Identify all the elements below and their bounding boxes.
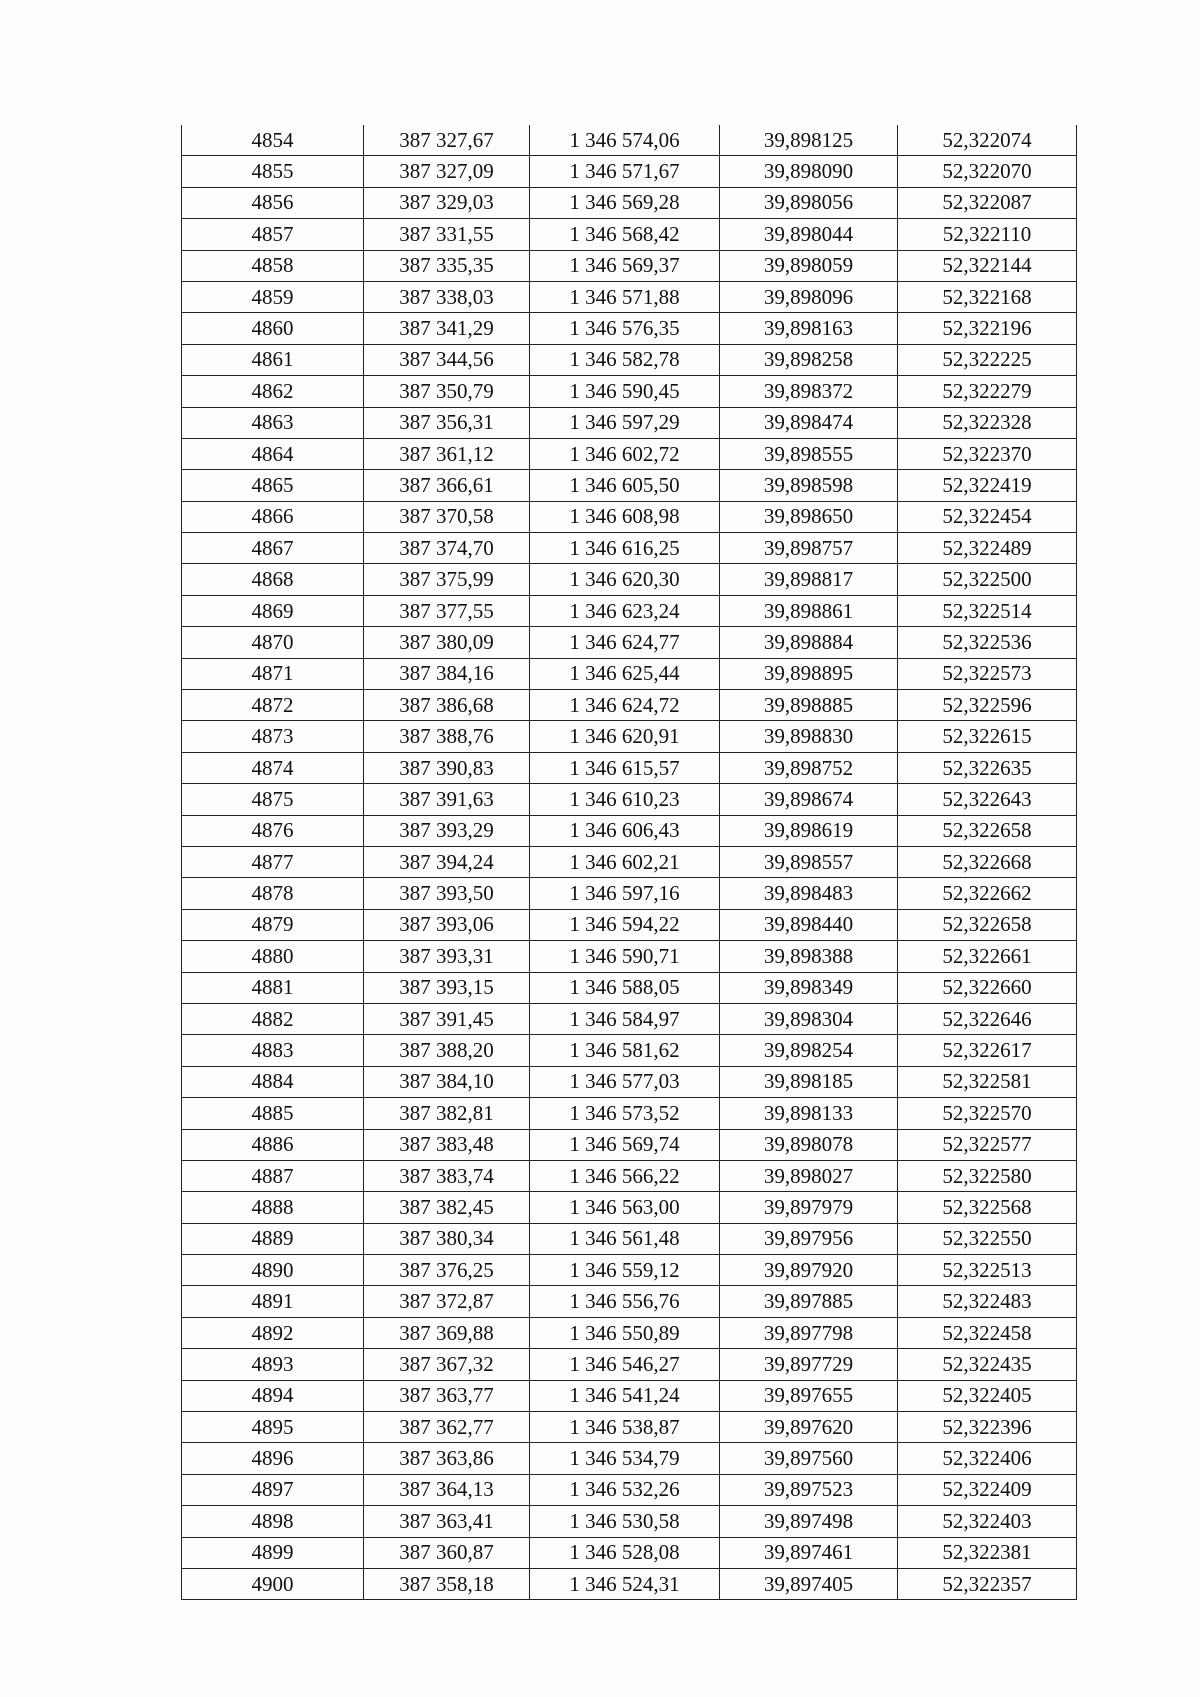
point-number-cell: 4880 bbox=[182, 941, 364, 972]
table-row bbox=[182, 1003, 1077, 1034]
x-coordinate-cell: 387 393,06 bbox=[364, 909, 530, 940]
y-coordinate-cell: 1 346 620,30 bbox=[530, 564, 720, 595]
y-coordinate-cell: 1 346 568,42 bbox=[530, 219, 720, 250]
latitude-cell: 39,898861 bbox=[720, 595, 898, 626]
y-coordinate-cell: 1 346 538,87 bbox=[530, 1412, 720, 1443]
x-coordinate-cell: 387 327,09 bbox=[364, 156, 530, 187]
y-coordinate-cell: 1 346 625,44 bbox=[530, 658, 720, 689]
x-coordinate-cell: 387 331,55 bbox=[364, 219, 530, 250]
latitude-cell: 39,898133 bbox=[720, 1098, 898, 1129]
x-coordinate-cell: 387 380,34 bbox=[364, 1223, 530, 1254]
longitude-cell: 52,322110 bbox=[898, 219, 1077, 250]
point-number-cell: 4870 bbox=[182, 627, 364, 658]
longitude-cell: 52,322662 bbox=[898, 878, 1077, 909]
table-row bbox=[182, 407, 1077, 438]
table-row bbox=[182, 1160, 1077, 1191]
table-row bbox=[182, 627, 1077, 658]
longitude-cell: 52,322617 bbox=[898, 1035, 1077, 1066]
point-number-cell: 4900 bbox=[182, 1568, 364, 1599]
point-number-cell: 4865 bbox=[182, 470, 364, 501]
y-coordinate-cell: 1 346 581,62 bbox=[530, 1035, 720, 1066]
longitude-cell: 52,322580 bbox=[898, 1160, 1077, 1191]
latitude-cell: 39,898027 bbox=[720, 1160, 898, 1191]
latitude-cell: 39,898598 bbox=[720, 470, 898, 501]
latitude-cell: 39,897560 bbox=[720, 1443, 898, 1474]
latitude-cell: 39,898474 bbox=[720, 407, 898, 438]
latitude-cell: 39,898349 bbox=[720, 972, 898, 1003]
table-row bbox=[182, 1286, 1077, 1317]
point-number-cell: 4887 bbox=[182, 1160, 364, 1191]
x-coordinate-cell: 387 393,50 bbox=[364, 878, 530, 909]
x-coordinate-cell: 387 386,68 bbox=[364, 690, 530, 721]
point-number-cell: 4866 bbox=[182, 501, 364, 532]
longitude-cell: 52,322489 bbox=[898, 533, 1077, 564]
y-coordinate-cell: 1 346 532,26 bbox=[530, 1474, 720, 1505]
y-coordinate-cell: 1 346 571,67 bbox=[530, 156, 720, 187]
point-number-cell: 4891 bbox=[182, 1286, 364, 1317]
latitude-cell: 39,897523 bbox=[720, 1474, 898, 1505]
point-number-cell: 4897 bbox=[182, 1474, 364, 1505]
point-number-cell: 4876 bbox=[182, 815, 364, 846]
point-number-cell: 4899 bbox=[182, 1537, 364, 1568]
table-row bbox=[182, 156, 1077, 187]
x-coordinate-cell: 387 369,88 bbox=[364, 1317, 530, 1348]
longitude-cell: 52,322406 bbox=[898, 1443, 1077, 1474]
longitude-cell: 52,322513 bbox=[898, 1255, 1077, 1286]
table-row bbox=[182, 219, 1077, 250]
y-coordinate-cell: 1 346 602,72 bbox=[530, 438, 720, 469]
x-coordinate-cell: 387 380,09 bbox=[364, 627, 530, 658]
y-coordinate-cell: 1 346 590,45 bbox=[530, 376, 720, 407]
longitude-cell: 52,322168 bbox=[898, 281, 1077, 312]
latitude-cell: 39,898163 bbox=[720, 313, 898, 344]
y-coordinate-cell: 1 346 594,22 bbox=[530, 909, 720, 940]
latitude-cell: 39,898619 bbox=[720, 815, 898, 846]
x-coordinate-cell: 387 382,81 bbox=[364, 1098, 530, 1129]
longitude-cell: 52,322328 bbox=[898, 407, 1077, 438]
point-number-cell: 4898 bbox=[182, 1506, 364, 1537]
table-row bbox=[182, 1317, 1077, 1348]
y-coordinate-cell: 1 346 605,50 bbox=[530, 470, 720, 501]
longitude-cell: 52,322668 bbox=[898, 846, 1077, 877]
coordinates-table bbox=[181, 125, 1077, 1600]
latitude-cell: 39,898895 bbox=[720, 658, 898, 689]
longitude-cell: 52,322500 bbox=[898, 564, 1077, 595]
point-number-cell: 4863 bbox=[182, 407, 364, 438]
latitude-cell: 39,898555 bbox=[720, 438, 898, 469]
y-coordinate-cell: 1 346 584,97 bbox=[530, 1003, 720, 1034]
y-coordinate-cell: 1 346 623,24 bbox=[530, 595, 720, 626]
y-coordinate-cell: 1 346 615,57 bbox=[530, 752, 720, 783]
x-coordinate-cell: 387 388,20 bbox=[364, 1035, 530, 1066]
table-row bbox=[182, 1537, 1077, 1568]
longitude-cell: 52,322409 bbox=[898, 1474, 1077, 1505]
x-coordinate-cell: 387 329,03 bbox=[364, 187, 530, 218]
x-coordinate-cell: 387 362,77 bbox=[364, 1412, 530, 1443]
longitude-cell: 52,322405 bbox=[898, 1380, 1077, 1411]
latitude-cell: 39,898044 bbox=[720, 219, 898, 250]
point-number-cell: 4884 bbox=[182, 1066, 364, 1097]
y-coordinate-cell: 1 346 528,08 bbox=[530, 1537, 720, 1568]
table-row bbox=[182, 878, 1077, 909]
longitude-cell: 52,322357 bbox=[898, 1568, 1077, 1599]
table-row bbox=[182, 501, 1077, 532]
latitude-cell: 39,898059 bbox=[720, 250, 898, 281]
longitude-cell: 52,322568 bbox=[898, 1192, 1077, 1223]
longitude-cell: 52,322643 bbox=[898, 784, 1077, 815]
point-number-cell: 4858 bbox=[182, 250, 364, 281]
y-coordinate-cell: 1 346 610,23 bbox=[530, 784, 720, 815]
latitude-cell: 39,898817 bbox=[720, 564, 898, 595]
longitude-cell: 52,322074 bbox=[898, 125, 1077, 156]
x-coordinate-cell: 387 338,03 bbox=[364, 281, 530, 312]
point-number-cell: 4871 bbox=[182, 658, 364, 689]
table-row bbox=[182, 313, 1077, 344]
point-number-cell: 4855 bbox=[182, 156, 364, 187]
point-number-cell: 4883 bbox=[182, 1035, 364, 1066]
y-coordinate-cell: 1 346 616,25 bbox=[530, 533, 720, 564]
y-coordinate-cell: 1 346 577,03 bbox=[530, 1066, 720, 1097]
point-number-cell: 4856 bbox=[182, 187, 364, 218]
x-coordinate-cell: 387 377,55 bbox=[364, 595, 530, 626]
latitude-cell: 39,898372 bbox=[720, 376, 898, 407]
latitude-cell: 39,898440 bbox=[720, 909, 898, 940]
x-coordinate-cell: 387 344,56 bbox=[364, 344, 530, 375]
longitude-cell: 52,322454 bbox=[898, 501, 1077, 532]
x-coordinate-cell: 387 363,86 bbox=[364, 1443, 530, 1474]
table-row bbox=[182, 376, 1077, 407]
latitude-cell: 39,897885 bbox=[720, 1286, 898, 1317]
longitude-cell: 52,322279 bbox=[898, 376, 1077, 407]
point-number-cell: 4857 bbox=[182, 219, 364, 250]
x-coordinate-cell: 387 390,83 bbox=[364, 752, 530, 783]
y-coordinate-cell: 1 346 556,76 bbox=[530, 1286, 720, 1317]
latitude-cell: 39,898304 bbox=[720, 1003, 898, 1034]
table-row bbox=[182, 1035, 1077, 1066]
longitude-cell: 52,322196 bbox=[898, 313, 1077, 344]
point-number-cell: 4892 bbox=[182, 1317, 364, 1348]
longitude-cell: 52,322483 bbox=[898, 1286, 1077, 1317]
x-coordinate-cell: 387 360,87 bbox=[364, 1537, 530, 1568]
point-number-cell: 4879 bbox=[182, 909, 364, 940]
point-number-cell: 4881 bbox=[182, 972, 364, 1003]
coordinates-table-body bbox=[182, 125, 1077, 1600]
y-coordinate-cell: 1 346 597,29 bbox=[530, 407, 720, 438]
table-row bbox=[182, 344, 1077, 375]
longitude-cell: 52,322514 bbox=[898, 595, 1077, 626]
x-coordinate-cell: 387 391,63 bbox=[364, 784, 530, 815]
latitude-cell: 39,897979 bbox=[720, 1192, 898, 1223]
x-coordinate-cell: 387 366,61 bbox=[364, 470, 530, 501]
point-number-cell: 4882 bbox=[182, 1003, 364, 1034]
longitude-cell: 52,322581 bbox=[898, 1066, 1077, 1097]
x-coordinate-cell: 387 327,67 bbox=[364, 125, 530, 156]
longitude-cell: 52,322370 bbox=[898, 438, 1077, 469]
latitude-cell: 39,897920 bbox=[720, 1255, 898, 1286]
x-coordinate-cell: 387 393,29 bbox=[364, 815, 530, 846]
point-number-cell: 4875 bbox=[182, 784, 364, 815]
table-row bbox=[182, 250, 1077, 281]
latitude-cell: 39,898096 bbox=[720, 281, 898, 312]
table-row bbox=[182, 846, 1077, 877]
table-row bbox=[182, 595, 1077, 626]
y-coordinate-cell: 1 346 534,79 bbox=[530, 1443, 720, 1474]
x-coordinate-cell: 387 358,18 bbox=[364, 1568, 530, 1599]
table-row bbox=[182, 721, 1077, 752]
table-row bbox=[182, 658, 1077, 689]
point-number-cell: 4864 bbox=[182, 438, 364, 469]
x-coordinate-cell: 387 393,31 bbox=[364, 941, 530, 972]
point-number-cell: 4861 bbox=[182, 344, 364, 375]
y-coordinate-cell: 1 346 588,05 bbox=[530, 972, 720, 1003]
table-row bbox=[182, 941, 1077, 972]
longitude-cell: 52,322396 bbox=[898, 1412, 1077, 1443]
y-coordinate-cell: 1 346 576,35 bbox=[530, 313, 720, 344]
table-row bbox=[182, 1098, 1077, 1129]
y-coordinate-cell: 1 346 571,88 bbox=[530, 281, 720, 312]
longitude-cell: 52,322661 bbox=[898, 941, 1077, 972]
latitude-cell: 39,898757 bbox=[720, 533, 898, 564]
x-coordinate-cell: 387 350,79 bbox=[364, 376, 530, 407]
longitude-cell: 52,322577 bbox=[898, 1129, 1077, 1160]
y-coordinate-cell: 1 346 624,72 bbox=[530, 690, 720, 721]
longitude-cell: 52,322635 bbox=[898, 752, 1077, 783]
latitude-cell: 39,898090 bbox=[720, 156, 898, 187]
x-coordinate-cell: 387 384,10 bbox=[364, 1066, 530, 1097]
table-row bbox=[182, 1129, 1077, 1160]
longitude-cell: 52,322660 bbox=[898, 972, 1077, 1003]
x-coordinate-cell: 387 356,31 bbox=[364, 407, 530, 438]
latitude-cell: 39,898388 bbox=[720, 941, 898, 972]
table-row bbox=[182, 1506, 1077, 1537]
table-row bbox=[182, 1380, 1077, 1411]
y-coordinate-cell: 1 346 524,31 bbox=[530, 1568, 720, 1599]
table-row bbox=[182, 690, 1077, 721]
latitude-cell: 39,898884 bbox=[720, 627, 898, 658]
latitude-cell: 39,898254 bbox=[720, 1035, 898, 1066]
latitude-cell: 39,898557 bbox=[720, 846, 898, 877]
latitude-cell: 39,898078 bbox=[720, 1129, 898, 1160]
x-coordinate-cell: 387 363,41 bbox=[364, 1506, 530, 1537]
point-number-cell: 4873 bbox=[182, 721, 364, 752]
x-coordinate-cell: 387 341,29 bbox=[364, 313, 530, 344]
longitude-cell: 52,322087 bbox=[898, 187, 1077, 218]
point-number-cell: 4878 bbox=[182, 878, 364, 909]
x-coordinate-cell: 387 382,45 bbox=[364, 1192, 530, 1223]
latitude-cell: 39,898185 bbox=[720, 1066, 898, 1097]
longitude-cell: 52,322458 bbox=[898, 1317, 1077, 1348]
longitude-cell: 52,322536 bbox=[898, 627, 1077, 658]
longitude-cell: 52,322570 bbox=[898, 1098, 1077, 1129]
x-coordinate-cell: 387 363,77 bbox=[364, 1380, 530, 1411]
y-coordinate-cell: 1 346 606,43 bbox=[530, 815, 720, 846]
point-number-cell: 4860 bbox=[182, 313, 364, 344]
point-number-cell: 4854 bbox=[182, 125, 364, 156]
x-coordinate-cell: 387 364,13 bbox=[364, 1474, 530, 1505]
point-number-cell: 4868 bbox=[182, 564, 364, 595]
longitude-cell: 52,322381 bbox=[898, 1537, 1077, 1568]
latitude-cell: 39,897729 bbox=[720, 1349, 898, 1380]
longitude-cell: 52,322596 bbox=[898, 690, 1077, 721]
latitude-cell: 39,897655 bbox=[720, 1380, 898, 1411]
table-row bbox=[182, 1066, 1077, 1097]
table-row bbox=[182, 784, 1077, 815]
longitude-cell: 52,322550 bbox=[898, 1223, 1077, 1254]
y-coordinate-cell: 1 346 602,21 bbox=[530, 846, 720, 877]
x-coordinate-cell: 387 384,16 bbox=[364, 658, 530, 689]
table-row bbox=[182, 187, 1077, 218]
table-row bbox=[182, 1412, 1077, 1443]
x-coordinate-cell: 387 391,45 bbox=[364, 1003, 530, 1034]
y-coordinate-cell: 1 346 569,74 bbox=[530, 1129, 720, 1160]
point-number-cell: 4889 bbox=[182, 1223, 364, 1254]
longitude-cell: 52,322435 bbox=[898, 1349, 1077, 1380]
y-coordinate-cell: 1 346 569,37 bbox=[530, 250, 720, 281]
point-number-cell: 4893 bbox=[182, 1349, 364, 1380]
latitude-cell: 39,898885 bbox=[720, 690, 898, 721]
x-coordinate-cell: 387 370,58 bbox=[364, 501, 530, 532]
table-row bbox=[182, 1192, 1077, 1223]
latitude-cell: 39,898752 bbox=[720, 752, 898, 783]
table-row bbox=[182, 1255, 1077, 1286]
longitude-cell: 52,322403 bbox=[898, 1506, 1077, 1537]
x-coordinate-cell: 387 394,24 bbox=[364, 846, 530, 877]
latitude-cell: 39,897798 bbox=[720, 1317, 898, 1348]
latitude-cell: 39,897620 bbox=[720, 1412, 898, 1443]
latitude-cell: 39,897405 bbox=[720, 1568, 898, 1599]
point-number-cell: 4869 bbox=[182, 595, 364, 626]
point-number-cell: 4888 bbox=[182, 1192, 364, 1223]
y-coordinate-cell: 1 346 574,06 bbox=[530, 125, 720, 156]
y-coordinate-cell: 1 346 546,27 bbox=[530, 1349, 720, 1380]
point-number-cell: 4874 bbox=[182, 752, 364, 783]
latitude-cell: 39,898258 bbox=[720, 344, 898, 375]
y-coordinate-cell: 1 346 530,58 bbox=[530, 1506, 720, 1537]
y-coordinate-cell: 1 346 541,24 bbox=[530, 1380, 720, 1411]
table-row bbox=[182, 564, 1077, 595]
x-coordinate-cell: 387 374,70 bbox=[364, 533, 530, 564]
x-coordinate-cell: 387 393,15 bbox=[364, 972, 530, 1003]
table-row bbox=[182, 1474, 1077, 1505]
table-row bbox=[182, 909, 1077, 940]
y-coordinate-cell: 1 346 561,48 bbox=[530, 1223, 720, 1254]
table-row bbox=[182, 1568, 1077, 1599]
y-coordinate-cell: 1 346 620,91 bbox=[530, 721, 720, 752]
point-number-cell: 4859 bbox=[182, 281, 364, 312]
point-number-cell: 4895 bbox=[182, 1412, 364, 1443]
table-row bbox=[182, 815, 1077, 846]
point-number-cell: 4862 bbox=[182, 376, 364, 407]
point-number-cell: 4890 bbox=[182, 1255, 364, 1286]
x-coordinate-cell: 387 372,87 bbox=[364, 1286, 530, 1317]
table-row bbox=[182, 1443, 1077, 1474]
table-row bbox=[182, 1223, 1077, 1254]
longitude-cell: 52,322573 bbox=[898, 658, 1077, 689]
x-coordinate-cell: 387 388,76 bbox=[364, 721, 530, 752]
x-coordinate-cell: 387 375,99 bbox=[364, 564, 530, 595]
x-coordinate-cell: 387 335,35 bbox=[364, 250, 530, 281]
point-number-cell: 4896 bbox=[182, 1443, 364, 1474]
latitude-cell: 39,898830 bbox=[720, 721, 898, 752]
table-row bbox=[182, 470, 1077, 501]
table-row bbox=[182, 438, 1077, 469]
longitude-cell: 52,322658 bbox=[898, 815, 1077, 846]
latitude-cell: 39,898483 bbox=[720, 878, 898, 909]
y-coordinate-cell: 1 346 573,52 bbox=[530, 1098, 720, 1129]
y-coordinate-cell: 1 346 582,78 bbox=[530, 344, 720, 375]
longitude-cell: 52,322419 bbox=[898, 470, 1077, 501]
longitude-cell: 52,322070 bbox=[898, 156, 1077, 187]
table-row bbox=[182, 533, 1077, 564]
longitude-cell: 52,322615 bbox=[898, 721, 1077, 752]
point-number-cell: 4886 bbox=[182, 1129, 364, 1160]
longitude-cell: 52,322658 bbox=[898, 909, 1077, 940]
y-coordinate-cell: 1 346 624,77 bbox=[530, 627, 720, 658]
y-coordinate-cell: 1 346 590,71 bbox=[530, 941, 720, 972]
x-coordinate-cell: 387 361,12 bbox=[364, 438, 530, 469]
table-row bbox=[182, 125, 1077, 156]
x-coordinate-cell: 387 376,25 bbox=[364, 1255, 530, 1286]
latitude-cell: 39,897461 bbox=[720, 1537, 898, 1568]
y-coordinate-cell: 1 346 559,12 bbox=[530, 1255, 720, 1286]
y-coordinate-cell: 1 346 563,00 bbox=[530, 1192, 720, 1223]
table-row bbox=[182, 752, 1077, 783]
y-coordinate-cell: 1 346 569,28 bbox=[530, 187, 720, 218]
point-number-cell: 4872 bbox=[182, 690, 364, 721]
latitude-cell: 39,898056 bbox=[720, 187, 898, 218]
y-coordinate-cell: 1 346 597,16 bbox=[530, 878, 720, 909]
longitude-cell: 52,322225 bbox=[898, 344, 1077, 375]
y-coordinate-cell: 1 346 550,89 bbox=[530, 1317, 720, 1348]
point-number-cell: 4894 bbox=[182, 1380, 364, 1411]
latitude-cell: 39,897956 bbox=[720, 1223, 898, 1254]
longitude-cell: 52,322144 bbox=[898, 250, 1077, 281]
longitude-cell: 52,322646 bbox=[898, 1003, 1077, 1034]
point-number-cell: 4877 bbox=[182, 846, 364, 877]
table-row bbox=[182, 281, 1077, 312]
latitude-cell: 39,898674 bbox=[720, 784, 898, 815]
x-coordinate-cell: 387 383,48 bbox=[364, 1129, 530, 1160]
point-number-cell: 4867 bbox=[182, 533, 364, 564]
x-coordinate-cell: 387 383,74 bbox=[364, 1160, 530, 1191]
table-row bbox=[182, 1349, 1077, 1380]
table-row bbox=[182, 972, 1077, 1003]
y-coordinate-cell: 1 346 608,98 bbox=[530, 501, 720, 532]
point-number-cell: 4885 bbox=[182, 1098, 364, 1129]
x-coordinate-cell: 387 367,32 bbox=[364, 1349, 530, 1380]
latitude-cell: 39,898650 bbox=[720, 501, 898, 532]
latitude-cell: 39,898125 bbox=[720, 125, 898, 156]
latitude-cell: 39,897498 bbox=[720, 1506, 898, 1537]
y-coordinate-cell: 1 346 566,22 bbox=[530, 1160, 720, 1191]
